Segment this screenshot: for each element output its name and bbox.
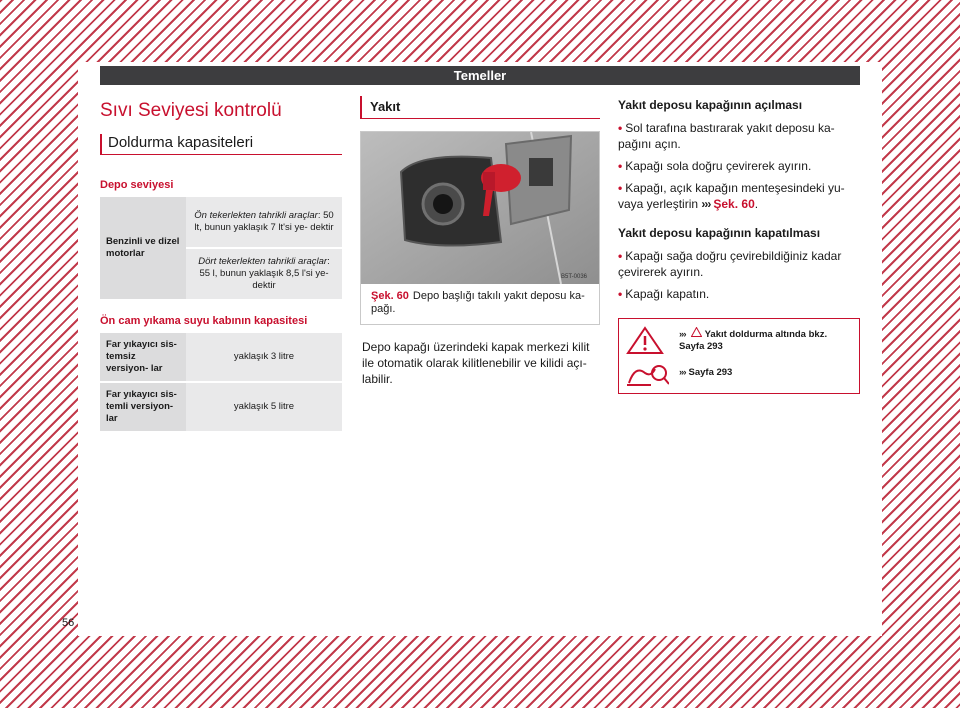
list-item: • Kapağı, açık kapağın menteşesindeki yu- vaya yerleştirin ››› Şek. 60. bbox=[618, 181, 845, 211]
table-row bbox=[100, 333, 342, 381]
page-title: Sıvı Seviyesi kontrolü bbox=[100, 100, 282, 121]
warning-box bbox=[618, 318, 860, 394]
list-item: • Sol tarafına bastırarak yakıt deposu ka- pağını açın. bbox=[618, 121, 835, 151]
figure-link[interactable]: Şek. 60 bbox=[713, 197, 755, 211]
page-number: 56 bbox=[62, 617, 75, 629]
figure bbox=[360, 131, 600, 325]
body-paragraph: Depo kapağı üzerindeki kapak merkezi kilit ile otomatik olarak kilitlenebilir ve kilidi açı- labilir. bbox=[362, 340, 590, 386]
list-item: • Kapağı kapatın. bbox=[618, 287, 710, 301]
figure-ref: Şek. 60 bbox=[371, 290, 409, 302]
table-cell-value: yaklaşık 3 litre bbox=[186, 333, 342, 381]
table-row bbox=[100, 383, 342, 431]
table-cell-label: Far yıkayıcı sis- temsiz versiyon- lar bbox=[100, 333, 186, 381]
environment-note-icon bbox=[625, 361, 669, 392]
washer-capacity-table bbox=[100, 331, 342, 433]
header-bar: Temeller bbox=[100, 66, 860, 85]
figure-caption bbox=[361, 284, 599, 324]
table-row bbox=[100, 197, 342, 247]
table-cell-label: Benzinli ve dizel motorlar bbox=[100, 197, 186, 299]
environment-ref[interactable]: ››› Sayfa 293 bbox=[679, 367, 733, 378]
washer-table-title: Ön cam yıkama suyu kabının kapasitesi bbox=[100, 315, 308, 327]
open-heading: Yakıt deposu kapağının açılması bbox=[618, 98, 803, 112]
section-subtitle: Doldurma kapasiteleri bbox=[100, 134, 342, 155]
caption-text: Depo başlığı takılı yakıt deposu ka- pağı. bbox=[371, 290, 585, 315]
fuel-capacity-table bbox=[100, 195, 342, 301]
table-cell-label: Far yıkayıcı sis- temli versiyon- lar bbox=[100, 383, 186, 431]
table-cell-value: yaklaşık 5 litre bbox=[186, 383, 342, 431]
fuel-table-title: Depo seviyesi bbox=[100, 179, 174, 191]
section-heading: Yakıt bbox=[360, 96, 600, 119]
warning-triangle-icon bbox=[625, 325, 665, 358]
left-column bbox=[100, 92, 342, 433]
table-cell-value: Dört tekerlekten tahrikli araçlar: 55 l, bunun yaklaşık 8,5 l'si ye- dektir bbox=[186, 249, 342, 299]
right-column bbox=[618, 92, 860, 394]
list-item: • Kapağı sola doğru çevirerek ayırın. bbox=[618, 159, 812, 173]
list-item: • Kapağı sağa doğru çevirebildiğiniz kadar çevirerek ayırın. bbox=[618, 249, 842, 279]
middle-column bbox=[360, 92, 600, 387]
fuel-flap-illustration bbox=[361, 132, 599, 284]
warning-ref[interactable]: ››› Yakıt doldurma altında bkz. Sayfa 293 bbox=[679, 329, 828, 352]
figure-code: B5T-0036 bbox=[561, 274, 588, 280]
small-warning-icon bbox=[691, 327, 702, 337]
close-heading: Yakıt deposu kapağının kapatılması bbox=[618, 226, 821, 240]
table-cell-value: Ön tekerlekten tahrikli araçlar: 50 lt, bunun yaklaşık 7 lt'si ye- dektir bbox=[186, 197, 342, 247]
